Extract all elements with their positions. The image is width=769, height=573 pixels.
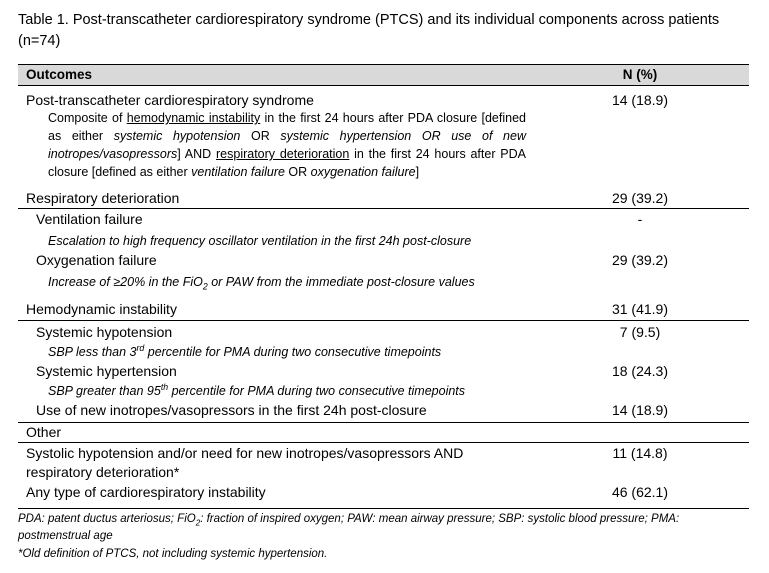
hypo-label: Systemic hypotension [36, 324, 173, 340]
table-bottom-border [18, 508, 749, 509]
hemo-label: Hemodynamic instability [26, 301, 177, 317]
resp-label: Respiratory deterioration [26, 190, 180, 206]
table-caption: Table 1. Post-transcatheter cardiorespiratory syndrome (PTCS) and its individual components across patients (n=74) [18, 12, 720, 49]
hyper-value: 18 (24.3) [611, 363, 669, 379]
vent-description: Escalation to high frequency oscillator ventilation in the first 24h post-closure [48, 234, 472, 248]
divider [18, 422, 749, 423]
footnote-abbreviations: PDA: patent ductus arteriosus; FiO$_2$: fraction of inspired oxygen; PAW: mean airway pressure; SBP: systolic blood pressure; PMA: [18, 513, 680, 528]
hyper-description: SBP greater than 95th percentile for PMA during two consecutive timepoints [48, 381, 466, 398]
any-value: 46 (62.1) [611, 484, 669, 500]
ptcs-value: 14 (18.9) [611, 92, 669, 108]
systolic-value: 11 (14.8) [612, 445, 668, 461]
footnote-old-definition: *Old definition of PTCS, not including systemic hypertension. [18, 548, 328, 560]
divider [18, 320, 749, 321]
vent-label: Ventilation failure [36, 211, 143, 227]
vent-value: - [637, 211, 643, 227]
oxy-label: Oxygenation failure [36, 252, 157, 268]
table-header [18, 64, 749, 86]
systolic-label-line1: Systolic hypotension and/or need for new inotropes/vasopressors AND [26, 445, 464, 461]
header-n-percent: N (%) [622, 67, 658, 82]
inotropes-label: Use of new inotropes/vasopressors in the first 24h post-closure [36, 402, 427, 418]
ptcs-label: Post-transcatheter cardiorespiratory syndrome [26, 92, 314, 108]
oxy-value: 29 (39.2) [611, 252, 669, 268]
other-label: Other [26, 424, 62, 440]
divider [18, 208, 749, 209]
hemo-value: 31 (41.9) [611, 301, 669, 317]
hypo-value: 7 (9.5) [619, 324, 661, 340]
ptcs-description: Composite of hemodynamic instability in the first 24 hours after PDA closure [defined as either systemic hypotension OR systemic hypertension OR use of new inotropes/vasopressors] AND respiratory deterioration in the first 24 hours after PDA closure [defined as either ventilation failure OR oxygenation failure] [48, 111, 526, 179]
any-label: Any type of cardiorespiratory instability [26, 484, 266, 500]
hypo-description: SBP less than 3rd percentile for PMA during two consecutive timepoints [48, 342, 442, 359]
inotropes-value: 14 (18.9) [611, 402, 669, 418]
hyper-label: Systemic hypertension [36, 363, 177, 379]
systolic-label-line2: respiratory deterioration* [26, 464, 180, 480]
resp-value: 29 (39.2) [611, 190, 669, 206]
header-outcomes: Outcomes [26, 67, 93, 82]
divider [18, 442, 749, 443]
footnote-abbreviations-cont: postmenstrual age [18, 530, 113, 542]
oxy-description: Increase of ≥20% in the FiO$_2$ or PAW from the immediate post-closure values [48, 275, 475, 292]
